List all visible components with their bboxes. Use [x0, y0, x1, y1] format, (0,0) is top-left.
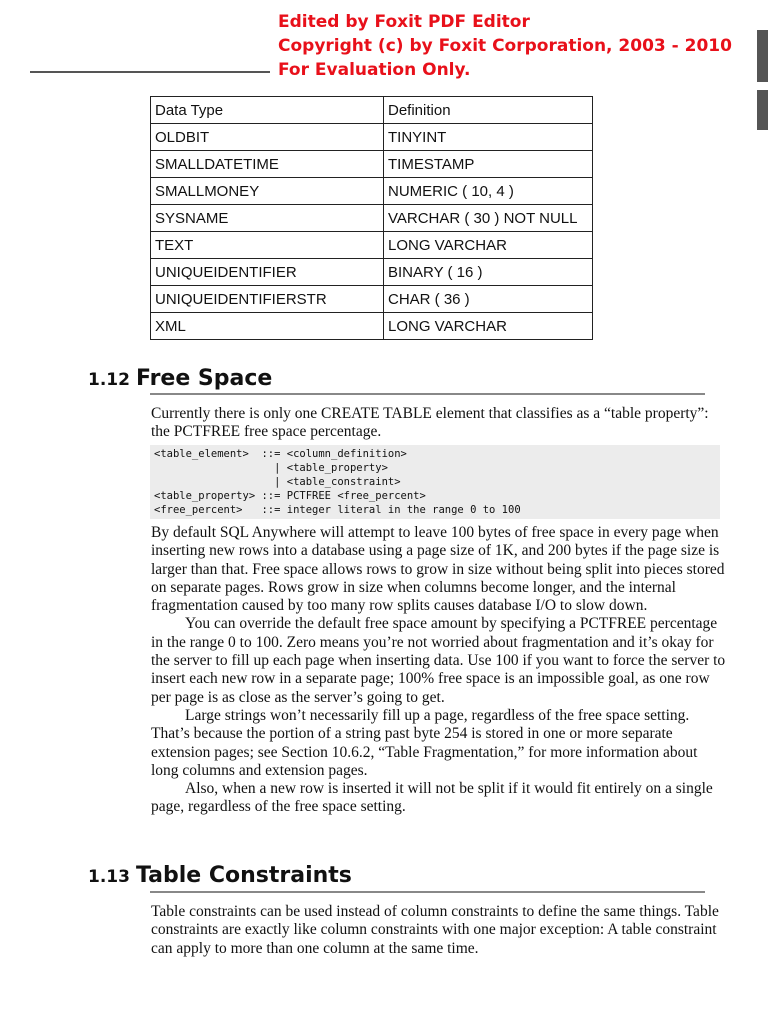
- section-heading-free-space: [88, 366, 272, 391]
- column-header-definition: Definition: [384, 97, 593, 124]
- cell-definition: NUMERIC ( 10, 4 ): [384, 178, 593, 205]
- table-row: [151, 313, 593, 340]
- header-rule: [30, 71, 270, 73]
- table-row: [151, 178, 593, 205]
- cell-definition: BINARY ( 16 ): [384, 259, 593, 286]
- watermark-line-2: Copyright (c) by Foxit Corporation, 2003 - 2010: [278, 36, 732, 56]
- free-space-intro: Currently there is only one CREATE TABLE element that classifies as a “table property”: the PCTFREE free space percentage.: [151, 405, 709, 441]
- page-edge-marker-2: [757, 90, 768, 130]
- section-title: Free Space: [135, 366, 273, 391]
- cell-definition: LONG VARCHAR: [384, 232, 593, 259]
- cell-data-type: UNIQUEIDENTIFIER: [151, 259, 384, 286]
- section-rule: [150, 891, 705, 893]
- section-rule: [150, 393, 705, 395]
- paragraph: You can override the default free space amount by specifying a PCTFREE percentage in the range 0 to 100. Zero means you’re not worried about fragmentation and it’s okay for the server to fill up each page when inserting data. Use 100 if you want to force the server to insert each new row in a separate page; 100% free space is an impossible goal, as one row per page is as close as the server’s going to get.: [151, 615, 726, 706]
- cell-data-type: SMALLDATETIME: [151, 151, 384, 178]
- section-heading-table-constraints: [88, 863, 352, 888]
- table-row: [151, 124, 593, 151]
- cell-data-type: UNIQUEIDENTIFIERSTR: [151, 286, 384, 313]
- syntax-code-block: <table_element> ::= <column_definition> | <table_property> | <table_constraint> <table_property> ::= PCTFREE <free_percent> <free_percent> ::= integer literal in the range 0 to 100: [150, 445, 720, 519]
- section-title: Table Constraints: [135, 863, 352, 888]
- cell-data-type: OLDBIT: [151, 124, 384, 151]
- cell-definition: LONG VARCHAR: [384, 313, 593, 340]
- watermark-line-1: Edited by Foxit PDF Editor: [278, 12, 530, 32]
- cell-definition: CHAR ( 36 ): [384, 286, 593, 313]
- table-row: [151, 232, 593, 259]
- watermark-line-3: For Evaluation Only.: [278, 60, 471, 80]
- free-space-body: [151, 524, 728, 817]
- evaluation-watermark: [278, 10, 732, 82]
- paragraph: Also, when a new row is inserted it will not be split if it would fit entirely on a single page, regardless of the free space setting.: [151, 780, 713, 816]
- table-constraints-body: Table constraints can be used instead of column constraints to define the same things. Table constraints are exactly like column constraints with one major exception: A table constraint can apply to more than one column at the same time.: [151, 903, 719, 957]
- paragraph: By default SQL Anywhere will attempt to leave 100 bytes of free space in every page when inserting new rows into a database using a page size of 1K, and 200 bytes if the page size is larger than that. Free space allows rows to grow in size without being split into pieces stored on separate pages. Rows grow in size when columns become longer, and the internal fragmentation caused by too many row splits causes database I/O to slow down.: [151, 524, 725, 615]
- cell-definition: TINYINT: [384, 124, 593, 151]
- table-header-row: [151, 97, 593, 124]
- table-row: [151, 286, 593, 313]
- table-row: [151, 205, 593, 232]
- table-row: [151, 259, 593, 286]
- cell-definition: TIMESTAMP: [384, 151, 593, 178]
- paragraph: Large strings won’t necessarily fill up a page, regardless of the free space setting. That’s because the portion of a string past byte 254 is stored in one or more separate extension pages; see Section 10.6.2, “Table Fragmentation,” for more information about long columns and extension pages.: [151, 706, 698, 779]
- cell-data-type: SMALLMONEY: [151, 178, 384, 205]
- table-row: [151, 151, 593, 178]
- page-edge-marker: [757, 30, 768, 82]
- section-number: 1.12: [88, 370, 130, 390]
- cell-data-type: XML: [151, 313, 384, 340]
- cell-data-type: TEXT: [151, 232, 384, 259]
- cell-data-type: SYSNAME: [151, 205, 384, 232]
- data-type-table: [150, 96, 593, 340]
- cell-definition: VARCHAR ( 30 ) NOT NULL: [384, 205, 593, 232]
- column-header-data-type: Data Type: [151, 97, 384, 124]
- section-number: 1.13: [88, 867, 130, 887]
